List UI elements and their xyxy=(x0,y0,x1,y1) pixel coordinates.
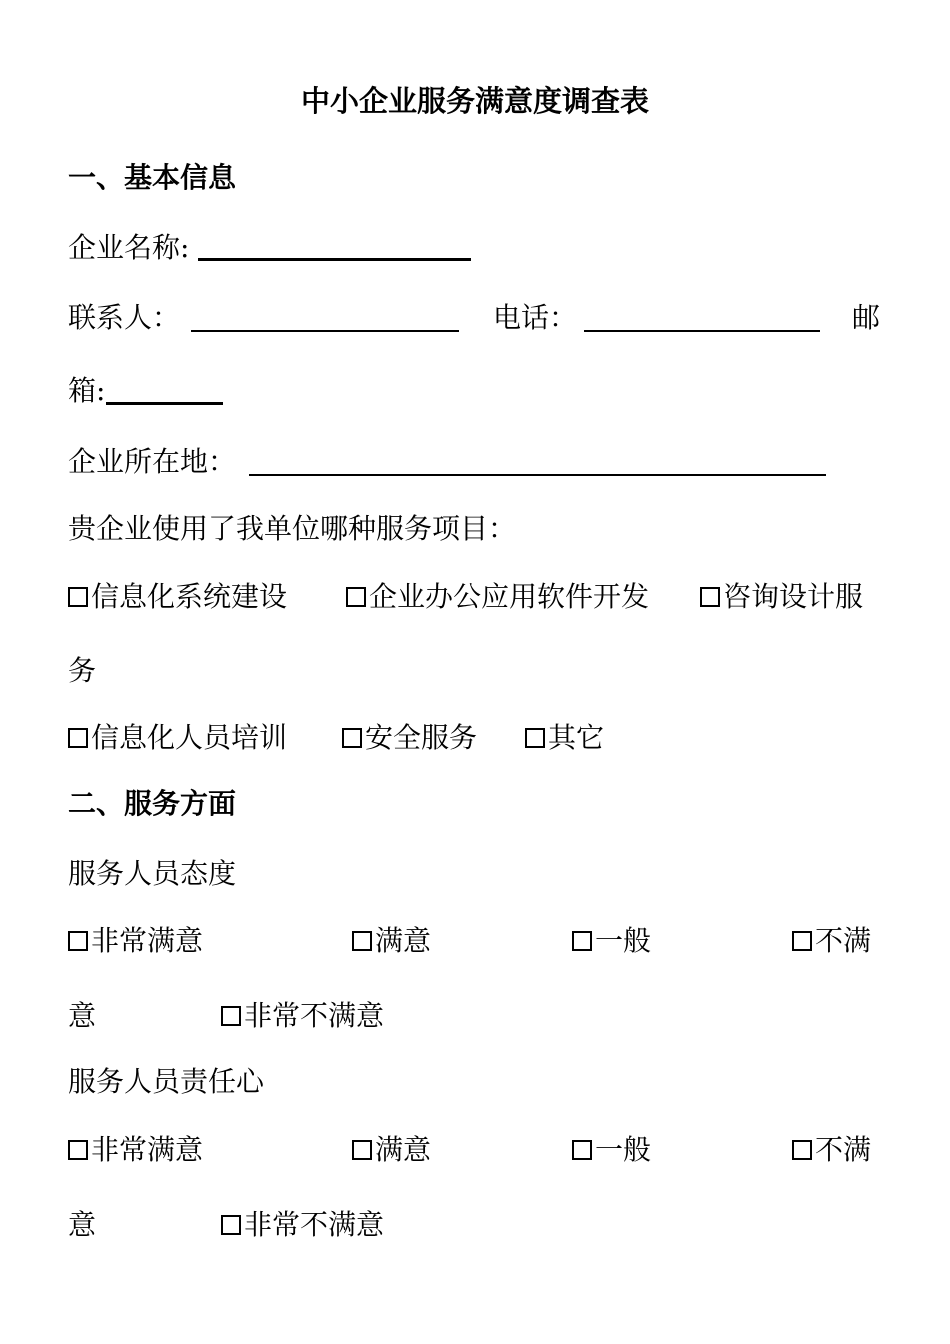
checkbox[interactable] xyxy=(342,728,362,748)
checkbox[interactable] xyxy=(572,1140,592,1160)
q2-option-average[interactable]: 一般 xyxy=(572,1133,651,1167)
email-label-part1: 邮 xyxy=(852,301,881,334)
checkbox[interactable] xyxy=(68,931,88,951)
checkbox[interactable] xyxy=(792,931,812,951)
question-staff-attitude: 服务人员态度 xyxy=(68,857,237,890)
option-it-system[interactable]: 信息化系统建设 xyxy=(68,580,287,614)
checkbox[interactable] xyxy=(68,1140,88,1160)
option-office-software[interactable]: 企业办公应用软件开发 xyxy=(346,580,649,614)
checkbox[interactable] xyxy=(792,1140,812,1160)
checkbox[interactable] xyxy=(525,728,545,748)
email-label-part2: 箱: xyxy=(68,374,106,407)
option-other[interactable]: 其它 xyxy=(525,721,604,755)
contact-field[interactable] xyxy=(191,330,459,332)
phone-field[interactable] xyxy=(584,330,820,332)
q1-option-very-satisfied[interactable]: 非常满意 xyxy=(68,924,203,958)
option-consulting-continued: 务 xyxy=(68,654,97,687)
q2-option-dissatisfied-continued: 意 xyxy=(68,1208,97,1241)
email-field[interactable] xyxy=(106,402,223,405)
checkbox[interactable] xyxy=(352,1140,372,1160)
contact-label: 联系人： xyxy=(68,301,181,334)
address-field[interactable] xyxy=(249,474,826,476)
services-question: 贵企业使用了我单位哪种服务项目： xyxy=(68,512,517,545)
q2-option-very-dissatisfied[interactable]: 非常不满意 xyxy=(221,1208,384,1242)
question-staff-responsibility: 服务人员责任心 xyxy=(68,1065,265,1098)
checkbox[interactable] xyxy=(700,587,720,607)
section-heading-service: 二、服务方面 xyxy=(68,787,237,820)
address-label: 企业所在地： xyxy=(68,445,237,478)
option-consulting[interactable]: 咨询设计服 xyxy=(700,580,863,614)
q1-option-dissatisfied-continued: 意 xyxy=(68,999,97,1032)
q1-option-satisfied[interactable]: 满意 xyxy=(352,924,431,958)
checkbox[interactable] xyxy=(221,1006,241,1026)
q1-option-dissatisfied[interactable]: 不满 xyxy=(792,924,871,958)
q1-option-average[interactable]: 一般 xyxy=(572,924,651,958)
company-name-label: 企业名称: xyxy=(68,231,190,264)
company-name-field[interactable] xyxy=(198,258,471,261)
q1-option-very-dissatisfied[interactable]: 非常不满意 xyxy=(221,999,384,1033)
checkbox[interactable] xyxy=(572,931,592,951)
page-title: 中小企业服务满意度调查表 xyxy=(300,84,649,118)
q2-option-very-satisfied[interactable]: 非常满意 xyxy=(68,1133,203,1167)
checkbox[interactable] xyxy=(346,587,366,607)
checkbox[interactable] xyxy=(221,1215,241,1235)
q2-option-dissatisfied[interactable]: 不满 xyxy=(792,1133,871,1167)
phone-label: 电话： xyxy=(493,301,578,334)
checkbox[interactable] xyxy=(352,931,372,951)
checkbox[interactable] xyxy=(68,728,88,748)
section-heading-basic-info: 一、基本信息 xyxy=(68,161,237,194)
q2-option-satisfied[interactable]: 满意 xyxy=(352,1133,431,1167)
option-it-training[interactable]: 信息化人员培训 xyxy=(68,721,287,755)
option-security[interactable]: 安全服务 xyxy=(342,721,477,755)
checkbox[interactable] xyxy=(68,587,88,607)
